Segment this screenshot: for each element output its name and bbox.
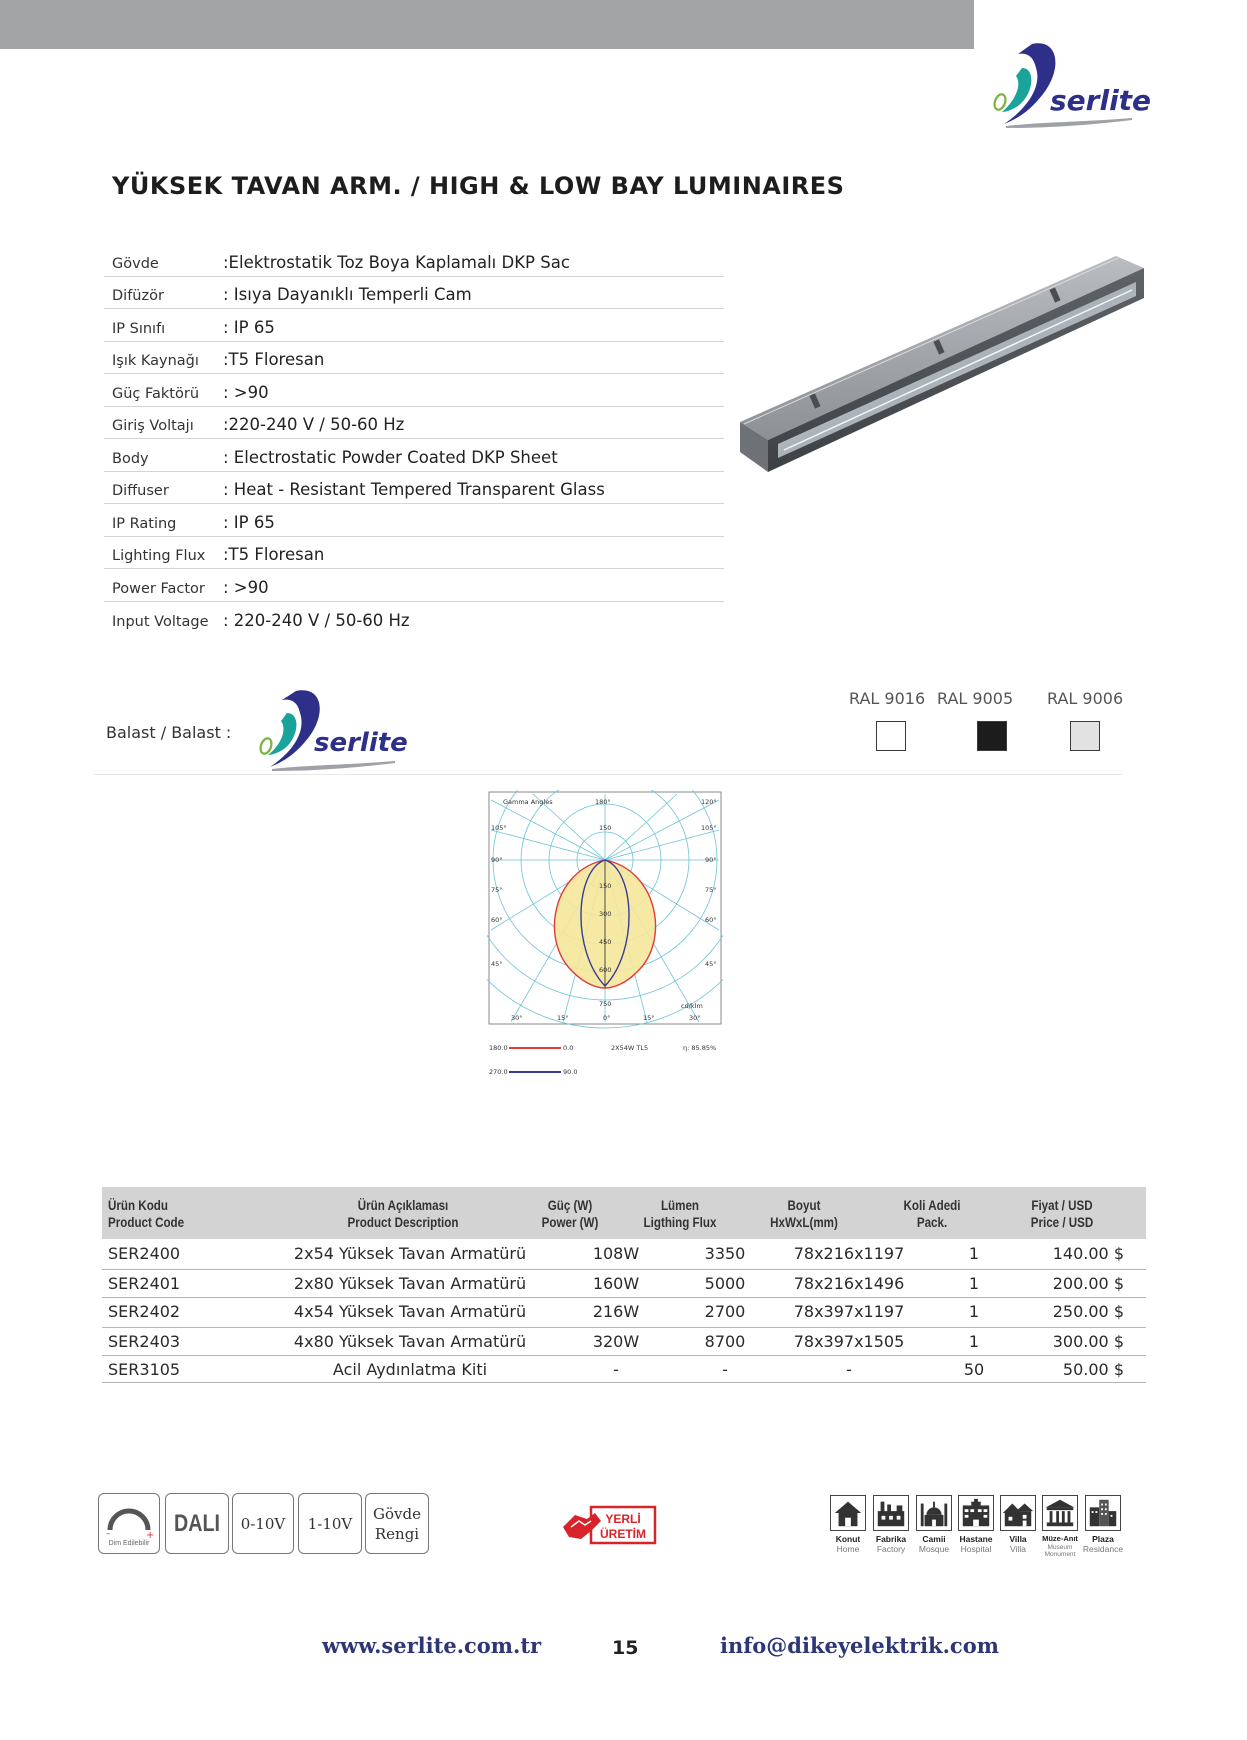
- spec-value: : IP 65: [223, 317, 275, 337]
- radial-label: 150: [599, 824, 612, 832]
- th-en: Product Code: [108, 1215, 185, 1230]
- cell-pack: 1: [968, 1332, 980, 1351]
- product-table-header: [102, 1187, 1146, 1239]
- spec-value: : >90: [223, 382, 269, 402]
- th-tr: Güç (W): [547, 1198, 593, 1213]
- spec-label: Difüzör: [112, 288, 164, 304]
- balast-logo-text: serlite: [314, 728, 408, 758]
- table-row: [102, 1356, 1146, 1383]
- cell-price: 250.00 $: [1052, 1302, 1124, 1321]
- spec-row: [104, 569, 724, 602]
- building-label-en: Residance: [1082, 1544, 1124, 1554]
- radial-label: 450: [599, 938, 612, 946]
- section-divider: [94, 774, 1122, 775]
- cell-code: SER2403: [108, 1332, 181, 1351]
- legend-label: 0.0: [563, 1044, 574, 1052]
- building-label-en: Factory: [876, 1544, 906, 1554]
- cell-pack: 50: [963, 1360, 985, 1379]
- building-label-en: Hospital: [960, 1544, 992, 1554]
- page-number: 15: [612, 1637, 639, 1659]
- cell-desc: Acil Aydınlatma Kiti: [332, 1360, 488, 1379]
- footer-email-link[interactable]: info@dikeyelektrik.com: [720, 1633, 999, 1658]
- dimmer-icon: [102, 1500, 156, 1540]
- table-row: [102, 1328, 1146, 1356]
- dimmable-badge: [98, 1493, 160, 1554]
- spec-row: [104, 374, 724, 407]
- cell-pack: 1: [968, 1274, 980, 1293]
- color-swatch-ral-9005: [977, 721, 1007, 751]
- th-price: [1010, 1197, 1113, 1231]
- top-angle-label: 180°: [595, 798, 611, 806]
- cell-code: SER2401: [108, 1274, 181, 1293]
- spec-row: [104, 244, 724, 277]
- th-en: Pack.: [916, 1215, 948, 1230]
- spec-row: [104, 277, 724, 310]
- spec-value: : >90: [223, 577, 269, 597]
- spec-label: IP Rating: [112, 515, 177, 532]
- cell-desc: 4x54 Yüksek Tavan Armatürü: [293, 1302, 527, 1321]
- spec-row: [104, 342, 724, 375]
- serlite-logo: [982, 38, 1162, 133]
- spec-label: Input Voltage: [112, 614, 209, 630]
- balast-label: Balast / Balast :: [106, 723, 232, 742]
- building-label-tr: Villa: [1009, 1534, 1027, 1544]
- spec-label: Lighting Flux: [112, 548, 206, 564]
- cell-power: -: [613, 1360, 619, 1379]
- balast-serlite-logo: [250, 685, 425, 775]
- cell-size: 78x216x1496: [793, 1274, 905, 1293]
- yerli-text: YERLİ: [605, 1512, 641, 1526]
- building-label: [1078, 1534, 1128, 1554]
- th-tr: Ürün Açıklaması: [357, 1198, 449, 1213]
- radial-label: 300: [599, 910, 612, 918]
- th-tr: Fiyat / USD: [1031, 1198, 1093, 1213]
- home-icon: [830, 1495, 866, 1531]
- spec-value: : Heat - Resistant Tempered Transparent Glass: [223, 480, 605, 499]
- table-row: [102, 1240, 1146, 1270]
- ral-label: RAL 9006: [1047, 689, 1124, 708]
- angle-label: 45°: [491, 960, 503, 968]
- dimming-1-10v-badge: [298, 1493, 362, 1554]
- cell-code: SER3105: [108, 1360, 181, 1379]
- cell-power: 216W: [592, 1302, 640, 1321]
- spec-label: Power Factor: [112, 580, 205, 597]
- museum-icon: [1042, 1495, 1078, 1531]
- angle-label: 45°: [705, 960, 717, 968]
- cell-pack: 1: [968, 1244, 980, 1263]
- cell-pack: 1: [968, 1302, 980, 1321]
- page-title: YÜKSEK TAVAN ARM. / HIGH & LOW BAY LUMINAIRES: [112, 172, 845, 200]
- radial-label: 150: [599, 882, 612, 890]
- spec-row: [104, 602, 724, 635]
- logo-text: serlite: [1050, 84, 1152, 117]
- cell-desc: 2x54 Yüksek Tavan Armatürü: [293, 1244, 527, 1263]
- cell-size: 78x397x1505: [793, 1332, 905, 1351]
- villa-icon: [1000, 1495, 1036, 1531]
- th-en: Ligthing Flux: [643, 1215, 717, 1230]
- table-row: [102, 1298, 1146, 1328]
- body-color-badge: [365, 1493, 429, 1554]
- spec-value: : Electrostatic Powder Coated DKP Sheet: [223, 447, 558, 467]
- spec-row: [104, 537, 724, 570]
- cell-lumen: 8700: [704, 1332, 746, 1351]
- legend-label: 180.0: [489, 1044, 508, 1052]
- building-label-tr: Plaza: [1092, 1534, 1114, 1544]
- th-en: Price / USD: [1030, 1215, 1094, 1230]
- photometric-diagram: [487, 790, 723, 1082]
- building-label-en: Villa: [1010, 1544, 1026, 1554]
- cell-lumen: 5000: [704, 1274, 746, 1293]
- building-label-tr: Fabrika: [875, 1534, 907, 1544]
- spec-value: : 220-240 V / 50-60 Hz: [223, 611, 410, 630]
- dali-badge: [165, 1493, 229, 1554]
- table-row: [102, 1270, 1146, 1298]
- bottom-angle-label: 15°: [643, 1014, 655, 1022]
- spec-label: Giriş Voltajı: [112, 418, 194, 434]
- angle-label: 75°: [705, 886, 717, 894]
- building-label-tr: Konut: [835, 1534, 861, 1544]
- ral-label: RAL 9005: [937, 689, 1014, 708]
- ral-label: RAL 9016: [849, 689, 926, 708]
- cell-lumen: -: [722, 1360, 728, 1379]
- lamp-label: 2X54W TL5: [611, 1044, 649, 1052]
- spec-label: Gövde: [112, 255, 159, 272]
- product-image: [734, 244, 1154, 484]
- radial-label: 750: [599, 1000, 612, 1008]
- angle-label: 105°: [701, 824, 717, 832]
- building-label-en: Home: [836, 1544, 860, 1554]
- rengi-label: Rengi: [374, 1524, 420, 1543]
- radial-label: 600: [599, 966, 612, 974]
- spec-value: :220-240 V / 50-60 Hz: [223, 415, 405, 434]
- angle-label: 60°: [705, 916, 717, 924]
- angle-label: 105°: [491, 824, 507, 832]
- spec-label: Güç Faktörü: [112, 385, 200, 402]
- cell-code: SER2402: [108, 1302, 181, 1321]
- th-power: [518, 1197, 621, 1231]
- dimming-0-10v-badge: [232, 1493, 294, 1554]
- spec-value: : Isıya Dayanıklı Temperli Cam: [223, 285, 472, 304]
- cell-price: 300.00 $: [1052, 1332, 1124, 1351]
- local-production-badge: [561, 1505, 657, 1545]
- svg-text:+: +: [146, 1530, 155, 1540]
- angle-label: 90°: [705, 856, 717, 864]
- cell-lumen: 3350: [704, 1244, 746, 1263]
- building-label-tr: Müze-Anıt: [1042, 1534, 1078, 1543]
- govde-label: Gövde: [373, 1504, 421, 1523]
- color-swatch-ral-9006: [1070, 721, 1100, 751]
- efficiency-label: η: 85.85%: [683, 1044, 717, 1052]
- cell-size: -: [846, 1360, 852, 1379]
- cell-power: 108W: [592, 1244, 640, 1263]
- cell-desc: 4x80 Yüksek Tavan Armatürü: [293, 1332, 527, 1351]
- th-en: Product Description: [347, 1215, 459, 1230]
- spec-row: [104, 439, 724, 472]
- bottom-angle-label: 0°: [603, 1014, 611, 1022]
- spec-label: Body: [112, 450, 149, 467]
- cell-desc: 2x80 Yüksek Tavan Armatürü: [293, 1274, 527, 1293]
- spec-row: [104, 309, 724, 342]
- spec-value: :Elektrostatik Toz Boya Kaplamalı DKP Sac: [223, 252, 570, 272]
- spec-row: [104, 472, 724, 505]
- spec-label: Işık Kaynağı: [112, 353, 199, 369]
- th-en: Power (W): [541, 1215, 599, 1230]
- cell-size: 78x216x1197: [793, 1244, 905, 1263]
- cell-size: 78x397x1197: [793, 1302, 905, 1321]
- color-swatch-ral-9016: [876, 721, 906, 751]
- cell-price: 140.00 $: [1052, 1244, 1124, 1263]
- spec-value: :T5 Floresan: [223, 350, 325, 369]
- spec-value: :T5 Floresan: [223, 545, 325, 564]
- footer-website-link[interactable]: www.serlite.com.tr: [322, 1633, 542, 1658]
- spec-row: [104, 504, 724, 537]
- th-lumen: [628, 1197, 731, 1231]
- chart-title: Gamma Angles: [503, 798, 553, 806]
- spec-row: [104, 407, 724, 440]
- angle-label: 60°: [491, 916, 503, 924]
- spec-label: Diffuser: [112, 483, 169, 499]
- svg-text:–: –: [106, 1529, 111, 1539]
- building-label-en: Museum Monument: [1044, 1544, 1076, 1558]
- angle-label: 90°: [491, 856, 503, 864]
- legend-label: 90.0: [563, 1068, 578, 1076]
- th-product-code: [108, 1197, 184, 1231]
- cell-lumen: 2700: [704, 1302, 746, 1321]
- cell-power: 160W: [592, 1274, 640, 1293]
- unit-label: cd/klm: [681, 1002, 703, 1010]
- th-tr: Lümen: [660, 1198, 700, 1213]
- dim-label: Dim Edilebilir: [108, 1540, 150, 1547]
- spec-value: : IP 65: [223, 512, 275, 532]
- dali-label: DALI: [174, 1509, 220, 1537]
- legend-label: 270.0: [489, 1068, 508, 1076]
- th-tr: Ürün Kodu: [108, 1198, 168, 1213]
- top-header-bar: [0, 0, 974, 49]
- v010-label: 0-10V: [240, 1514, 286, 1533]
- building-label-tr: Camii: [922, 1534, 946, 1544]
- th-tr: Koli Adedi: [903, 1198, 961, 1213]
- th-size: [744, 1197, 864, 1231]
- building-label-en: Mosque: [918, 1544, 950, 1554]
- angle-label: 75°: [491, 886, 503, 894]
- th-pack: [880, 1197, 983, 1231]
- uretim-text: ÜRETİM: [600, 1527, 646, 1541]
- plaza-icon: [1085, 1495, 1121, 1531]
- factory-icon: [873, 1495, 909, 1531]
- cell-price: 200.00 $: [1052, 1274, 1124, 1293]
- bottom-angle-label: 30°: [511, 1014, 523, 1022]
- th-tr: Boyut: [787, 1198, 821, 1213]
- bottom-angle-label: 15°: [557, 1014, 569, 1022]
- spec-list: [104, 244, 724, 634]
- th-en: HxWxL(mm): [770, 1215, 838, 1230]
- v110-label: 1-10V: [307, 1514, 353, 1533]
- cell-price: 50.00 $: [1062, 1360, 1124, 1379]
- spec-label: IP Sınıfı: [112, 320, 166, 337]
- th-description: [313, 1197, 494, 1231]
- bottom-angle-label: 30°: [689, 1014, 701, 1022]
- cell-code: SER2400: [108, 1244, 181, 1263]
- building-label-tr: Hastane: [959, 1534, 993, 1544]
- hospital-icon: [958, 1495, 994, 1531]
- cell-power: 320W: [592, 1332, 640, 1351]
- mosque-icon: [916, 1495, 952, 1531]
- top-angle-label: 120°: [701, 798, 717, 806]
